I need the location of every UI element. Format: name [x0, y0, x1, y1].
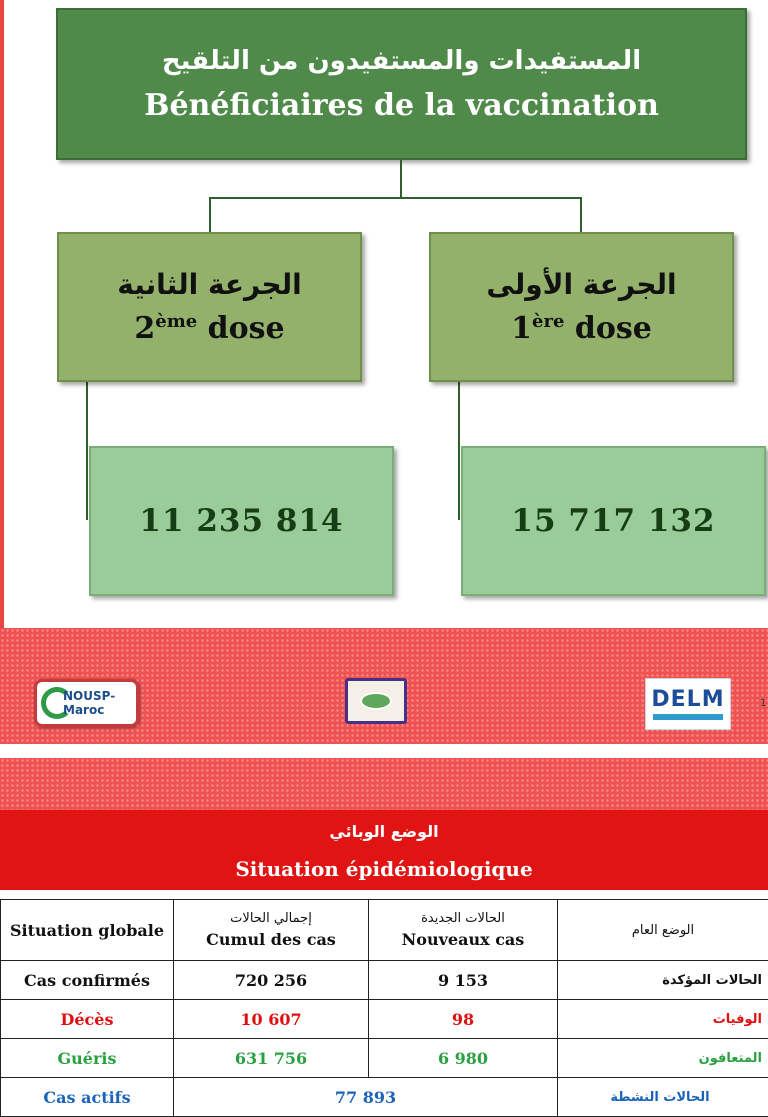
row-cumul-value: 631 756 — [174, 1039, 369, 1078]
header-cumul: إجمالي الحالات Cumul des cas — [174, 900, 369, 961]
second-dose-label-ar: الجرعة الثانية — [117, 268, 302, 301]
page-number: 1 — [760, 698, 767, 709]
first-dose-value: 15 717 132 — [511, 503, 716, 539]
vaccination-title-box — [56, 8, 747, 160]
left-red-border — [0, 0, 4, 628]
ministry-logo — [345, 678, 407, 724]
row-new-value: 6 980 — [369, 1039, 558, 1078]
header-situation-globale: Situation globale — [1, 900, 174, 961]
row-new-value: 98 — [369, 1000, 558, 1039]
nousp-logo — [34, 679, 139, 727]
header-general-ar: الوضع العام — [558, 900, 768, 961]
delm-stripe — [653, 714, 723, 720]
second-dose-box — [57, 232, 362, 382]
first-dose-label-fr: 1ère dose — [511, 311, 652, 346]
nousp-logo-text: NOUSP-Maroc — [63, 689, 116, 717]
row-new-value: 9 153 — [369, 961, 558, 1000]
connector-left-drop — [209, 197, 211, 233]
ministry-emblem-icon — [360, 692, 392, 710]
delm-logo — [645, 678, 731, 730]
first-dose-value-box — [461, 446, 766, 596]
connector-vertical-top — [400, 160, 402, 198]
connector-first-dose-value — [458, 382, 460, 520]
active-label-fr: Cas actifs — [1, 1078, 174, 1117]
connector-horizontal — [209, 197, 582, 199]
vaccination-title-ar: المستفيدات والمستفيدون من التلقيح — [161, 45, 642, 76]
connector-right-drop — [580, 197, 582, 233]
active-value: 77 893 — [174, 1078, 558, 1117]
first-dose-box — [429, 232, 734, 382]
table-row — [1, 1000, 768, 1039]
delm-logo-text: DELM — [651, 687, 725, 712]
row-label-ar: الوفيات — [558, 1000, 768, 1039]
row-label-fr: Guéris — [1, 1039, 174, 1078]
table-header-row — [1, 900, 768, 961]
connector-second-dose-value — [86, 382, 88, 520]
situation-header — [0, 810, 768, 890]
row-label-fr: Décès — [1, 1000, 174, 1039]
second-dose-value-box — [89, 446, 394, 596]
situation-table — [0, 899, 768, 1117]
situation-top-band — [0, 758, 768, 810]
situation-title-fr: Situation épidémiologique — [235, 857, 533, 881]
table-row-active — [1, 1078, 768, 1117]
row-label-ar: الحالات المؤكدة — [558, 961, 768, 1000]
active-label-ar: الحالات النشطة — [558, 1078, 768, 1117]
situation-title-ar: الوضع الوبائي — [329, 822, 439, 841]
table-row — [1, 961, 768, 1000]
row-cumul-value: 10 607 — [174, 1000, 369, 1039]
first-dose-label-ar: الجرعة الأولى — [486, 268, 677, 301]
vaccination-title-fr: Bénéficiaires de la vaccination — [144, 87, 659, 123]
header-nouveaux: الحالات الجديدة Nouveaux cas — [369, 900, 558, 961]
row-label-fr: Cas confirmés — [1, 961, 174, 1000]
row-cumul-value: 720 256 — [174, 961, 369, 1000]
row-label-ar: المتعافون — [558, 1039, 768, 1078]
table-row — [1, 1039, 768, 1078]
second-dose-label-fr: 2ème dose — [134, 311, 285, 346]
second-dose-value: 11 235 814 — [139, 503, 344, 539]
